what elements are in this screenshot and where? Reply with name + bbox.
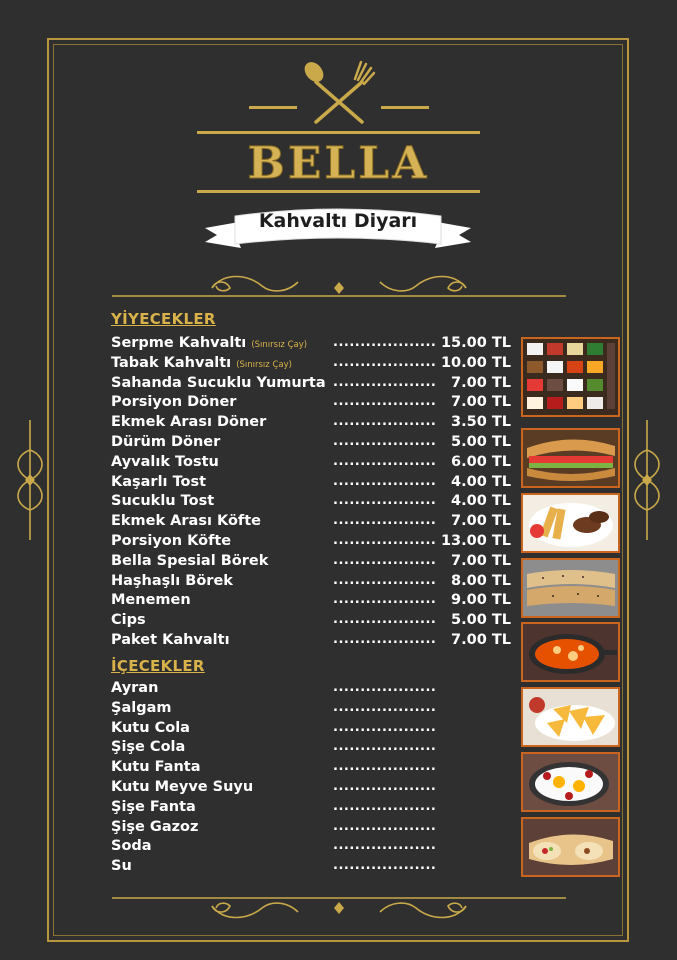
- food-item-price: 15.00 TL: [440, 335, 511, 351]
- food-item-price: 7.00 TL: [451, 374, 511, 391]
- dot-leader: ...................: [333, 818, 437, 834]
- food-item-label: Ayvalık Tostu: [111, 453, 219, 470]
- food-item-name: [111, 454, 219, 470]
- scroll-ornament-top: [112, 266, 566, 302]
- dot-leader: ...................: [333, 858, 437, 874]
- food-photo-borek: [521, 558, 620, 618]
- food-item: [111, 414, 521, 434]
- dot-leader: ...................: [333, 592, 437, 608]
- dot-leader: ...................: [333, 414, 437, 430]
- food-item-name: [111, 553, 268, 569]
- food-item-price: 5.00 TL: [451, 612, 511, 629]
- food-item-price: 8.00 TL: [451, 572, 511, 589]
- drink-item: [111, 739, 521, 759]
- food-item-name: [111, 335, 307, 351]
- food-item-name: [111, 533, 231, 549]
- brand-title: BELLA: [247, 138, 430, 189]
- food-item: [111, 335, 521, 355]
- drink-item: [111, 700, 521, 720]
- food-item-label: Sucuklu Tost: [111, 493, 215, 510]
- food-item-price: 6.00 TL: [451, 453, 511, 470]
- spoon-fork-icon: [300, 60, 378, 126]
- food-item-price: 10.00 TL: [440, 354, 511, 371]
- food-item: [111, 513, 521, 533]
- food-item-note: (Sınırsız Çay): [251, 340, 308, 350]
- dot-leader: ...................: [333, 552, 437, 568]
- dot-leader: ...................: [333, 798, 437, 814]
- food-item: [111, 533, 521, 553]
- dot-leader: ...................: [333, 779, 437, 794]
- dot-leader: ...................: [333, 699, 437, 715]
- food-photo-chips: [521, 687, 620, 747]
- food-item-name: [111, 513, 261, 529]
- dot-leader: ...................: [333, 473, 437, 489]
- food-item-name: [111, 414, 266, 430]
- food-item-name: [111, 632, 230, 648]
- logo-line-right: [381, 106, 429, 109]
- drink-item: [111, 838, 521, 858]
- dot-leader: ...................: [333, 612, 437, 628]
- food-item: [111, 394, 521, 414]
- drink-item-name: Kutu Meyve Suyu: [111, 779, 254, 795]
- food-section-title: YİYECEKLER: [111, 310, 216, 328]
- dot-leader: ...................: [333, 335, 437, 350]
- food-item-label: Bella Spesial Börek: [111, 552, 269, 569]
- drink-item: [111, 779, 521, 799]
- food-item: [111, 434, 521, 454]
- dot-leader: ...................: [333, 434, 437, 449]
- food-photo-durum: [521, 817, 620, 877]
- drink-item-name: Ayran: [111, 680, 159, 696]
- dot-leader: ...................: [333, 374, 437, 390]
- food-item: [111, 612, 521, 632]
- food-item-label: Serpme Kahvaltı: [111, 335, 247, 351]
- food-item: [111, 474, 521, 494]
- food-photo-kofte: [521, 493, 620, 553]
- food-item-name: [111, 573, 233, 589]
- scroll-ornament-bottom: [112, 890, 566, 926]
- food-item: [111, 553, 521, 573]
- dot-leader: ...................: [333, 394, 437, 410]
- food-item-price: 13.00 TL: [440, 533, 511, 549]
- drink-item-name: Şişe Gazoz: [111, 818, 199, 835]
- tagline: Kahvaltı Diyarı: [258, 210, 418, 232]
- drink-item-name: Kutu Fanta: [111, 759, 201, 776]
- food-item-price: 7.00 TL: [451, 632, 511, 648]
- drink-item: [111, 819, 521, 839]
- logo-line-left: [249, 106, 297, 109]
- dot-leader: ...................: [333, 719, 437, 735]
- dot-leader: ...................: [333, 533, 437, 548]
- food-item: [111, 355, 521, 375]
- food-photo-menemen: [521, 622, 620, 682]
- food-item: [111, 592, 521, 612]
- drink-item-name: Şişe Cola: [111, 739, 186, 756]
- food-item-label: Haşhaşlı Börek: [111, 572, 233, 589]
- food-item-price: 4.00 TL: [451, 473, 511, 490]
- food-item-price: 4.00 TL: [451, 493, 511, 510]
- drink-item: [111, 759, 521, 779]
- drink-item: [111, 680, 521, 700]
- food-item-label: Porsiyon Döner: [111, 394, 237, 411]
- food-item: [111, 493, 521, 513]
- side-ornament-left: [10, 420, 50, 540]
- brand-bottom-rule: [197, 190, 480, 193]
- drink-item-name: Su: [111, 858, 132, 875]
- drink-item-name: Kutu Cola: [111, 719, 190, 736]
- food-item-label: Porsiyon Köfte: [111, 533, 232, 549]
- food-item-label: Kaşarlı Tost: [111, 473, 207, 490]
- food-item-price: 5.00 TL: [451, 434, 511, 450]
- drink-item: [111, 858, 521, 878]
- dot-leader: ...................: [333, 739, 437, 755]
- dot-leader: ...................: [333, 838, 437, 854]
- food-item-label: Ekmek Arası Köfte: [111, 513, 262, 530]
- food-item-label: Paket Kahvaltı: [111, 632, 230, 648]
- food-item-name: [111, 394, 236, 410]
- dot-leader: ...................: [333, 513, 437, 529]
- dot-leader: ...................: [333, 354, 437, 370]
- food-photo-breakfast-spread: [521, 337, 620, 417]
- food-item-name: [111, 592, 191, 608]
- drink-item-name: Soda: [111, 838, 152, 855]
- food-item-note: (Sınırsız Çay): [236, 359, 292, 370]
- food-item-label: Sahanda Sucuklu Yumurta: [111, 374, 326, 391]
- food-item-label: Dürüm Döner: [111, 434, 221, 450]
- side-ornament-right: [627, 420, 667, 540]
- food-item-label: Tabak Kahvaltı: [111, 354, 232, 371]
- food-item-name: [111, 612, 146, 628]
- food-item-name: [111, 434, 220, 450]
- food-item: [111, 573, 521, 593]
- food-item: [111, 454, 521, 474]
- food-item-name: [111, 375, 326, 391]
- dot-leader: ...................: [333, 632, 437, 647]
- brand-top-rule: [197, 131, 480, 134]
- food-item-label: Cips: [111, 612, 146, 629]
- food-item: [111, 375, 521, 395]
- food-item-price: 3.50 TL: [451, 414, 511, 431]
- food-item-label: Ekmek Arası Döner: [111, 414, 267, 431]
- food-item-label: Menemen: [111, 592, 191, 609]
- dot-leader: ...................: [333, 572, 437, 588]
- drinks-section-title: İÇECEKLER: [111, 657, 205, 675]
- drink-item: [111, 799, 521, 819]
- food-item-price: 9.00 TL: [451, 592, 511, 609]
- food-item-name: [111, 474, 206, 490]
- dot-leader: ...................: [333, 680, 437, 695]
- drink-item-name: Şişe Fanta: [111, 798, 196, 815]
- food-item-name: [111, 493, 214, 509]
- dot-leader: ...................: [333, 453, 437, 469]
- food-photo-sucuk-egg: [521, 752, 620, 812]
- food-item: [111, 632, 521, 652]
- food-item-name: [111, 355, 292, 371]
- food-item-price: 7.00 TL: [451, 394, 511, 411]
- drink-item: [111, 720, 521, 740]
- dot-leader: ...................: [333, 759, 437, 775]
- food-photo-toast: [521, 428, 620, 488]
- food-item-price: 7.00 TL: [451, 552, 511, 569]
- dot-leader: ...................: [333, 493, 437, 509]
- food-item-price: 7.00 TL: [451, 513, 511, 530]
- drink-item-name: Şalgam: [111, 699, 172, 716]
